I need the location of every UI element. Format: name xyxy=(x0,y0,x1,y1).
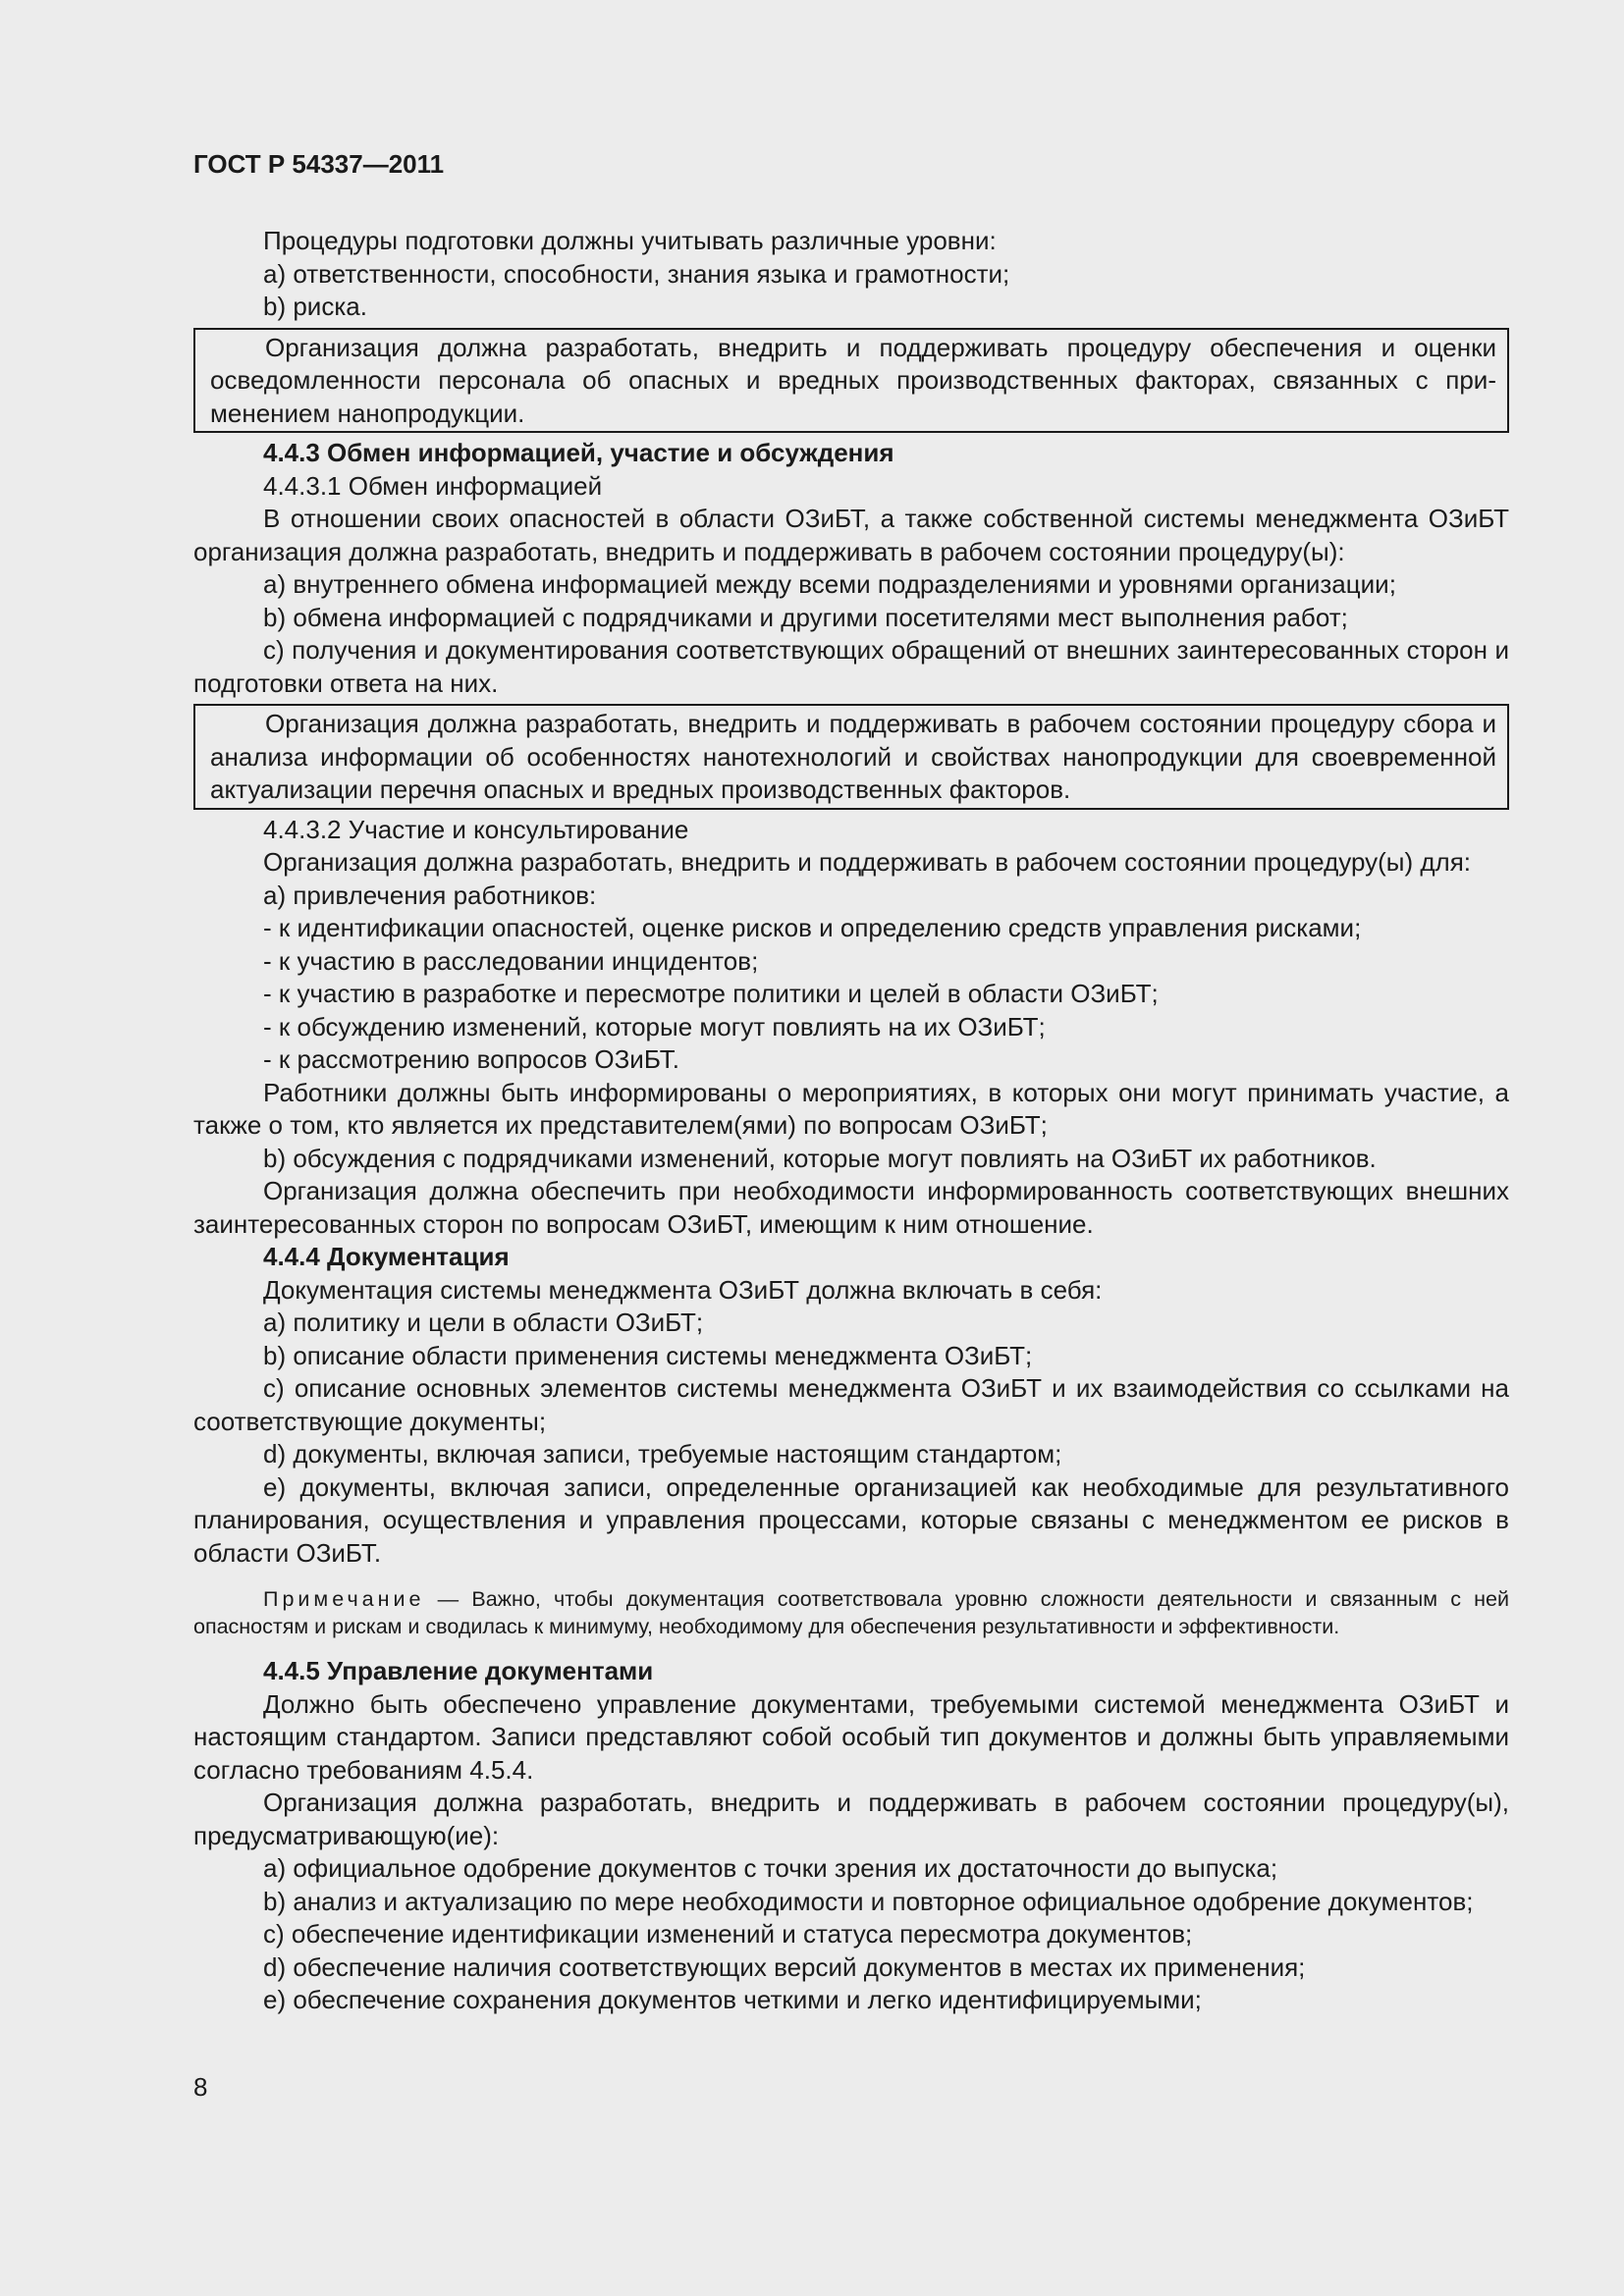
note-label: Примечание xyxy=(263,1587,425,1611)
note xyxy=(193,1586,1509,1640)
paragraph: Организация должна разработать, внедрить и поддерживать в рабочем состоянии процедуру(ы) для: xyxy=(263,847,1472,877)
paragraph: a) политику и цели в области ОЗиБТ; xyxy=(263,1308,704,1337)
paragraph: - к рассмотрению вопросов ОЗиБТ. xyxy=(263,1044,679,1074)
section-heading: 4.4.4 Документация xyxy=(263,1242,510,1271)
paragraph: c) описание основных элементов системы менеджмента ОЗиБТ и их взаимодействия со ссылками на соответствующие документы; xyxy=(193,1373,1509,1436)
paragraph: Процедуры подготовки должны учитывать различные уровни: xyxy=(263,226,997,255)
paragraph: Документация системы менеджмента ОЗиБТ должна включать в себя: xyxy=(263,1274,1103,1305)
paragraph: b) обмена информацией с подрядчиками и другими посетителями мест выполнения работ; xyxy=(263,602,1348,632)
paragraph: 4.4.3.2 Участие и консультирование xyxy=(263,814,689,844)
paragraph: a) привлечения работников: xyxy=(263,880,597,910)
paragraph: Работники должны быть информированы о мероприятиях, в которых они могут принимать участие, а также о том, кто является их представителем(ями) по вопросам ОЗиБТ; xyxy=(193,1077,1509,1140)
paragraph: c) обеспечение идентификации изменений и статуса пересмотра документов; xyxy=(263,1919,1193,1949)
page-number: 8 xyxy=(193,2072,208,2102)
boxed-requirement xyxy=(193,328,1509,434)
paragraph: - к идентификации опасностей, оценке рисков и определению средств управления рисками; xyxy=(263,913,1362,942)
paragraph: d) документы, включая записи, требуемые настоящим стандартом; xyxy=(263,1439,1062,1468)
paragraph: a) внутреннего обмена информацией между всеми подразделениями и уровнями организации; xyxy=(263,569,1396,599)
paragraph: - к участию в разработке и пересмотре политики и целей в области ОЗиБТ; xyxy=(263,979,1159,1008)
paragraph: Организация должна разработать, внедрить и поддерживать в рабочем состоянии процедуру(ы), предусматривающую(ие): xyxy=(193,1788,1509,1850)
paragraph: b) анализ и актуализацию по мере необходимости и повторное официальное одобрение документов; xyxy=(263,1886,1474,1916)
boxed-requirement xyxy=(193,704,1509,810)
paragraph: b) описание области применения системы менеджмента ОЗиБТ; xyxy=(263,1340,1033,1370)
paragraph: Должно быть обеспечено управление документами, требуемыми системой менеджмента ОЗиБТ и настоящим стандартом. Записи представляют собой особый тип документов и должны быть управляемыми согласно требованиям 4.5.4. xyxy=(193,1688,1509,1785)
section-heading: 4.4.5 Управление документами xyxy=(263,1656,654,1685)
document-body xyxy=(193,225,1509,2017)
paragraph: b) обсуждения с подрядчиками изменений, которые могут повлиять на ОЗиБТ их работников. xyxy=(263,1143,1377,1173)
paragraph: - к участию в расследовании инцидентов; xyxy=(263,945,759,976)
note-text: — Важно, чтобы документация соответствовала уровню сложности деятельности и связанным с ней опасностям и рискам и сводилась к минимуму, необходимому для обеспечения результативности и эффективности. xyxy=(193,1587,1509,1638)
paragraph: d) обеспечение наличия соответствующих версий документов в местах их применения; xyxy=(263,1951,1306,1982)
paragraph: - к обсуждению изменений, которые могут повлиять на их ОЗиБТ; xyxy=(263,1011,1046,1041)
paragraph: e) документы, включая записи, определенные организацией как необходимые для результативного планирования, осуществления и управления процессами, которые связаны с менеджментом ее рисков в области ОЗиБТ. xyxy=(193,1471,1509,1568)
paragraph: 4.4.3.1 Обмен информацией xyxy=(263,470,603,501)
paragraph: a) официальное одобрение документов с точки зрения их достаточности до выпуска; xyxy=(263,1853,1278,1883)
paragraph: c) получения и документирования соответствующих обращений от внешних заинтересованных сторон и подготовки ответа на них. xyxy=(193,635,1509,698)
boxed-paragraph: Организация должна разработать, внедрить и поддерживать процедуру обеспечения и оценки осведомленности персонала об опасных и вредных производственных факторах, связанных с применением нанопродукции. xyxy=(210,332,1496,428)
paragraph: Организация должна обеспечить при необходимости информированность соответствующих внешних заинтересованных сторон по вопросам ОЗиБТ, имеющим к ним отношение. xyxy=(193,1176,1509,1239)
page-header-doc-code: ГОСТ Р 54337—2011 xyxy=(193,149,445,179)
section-heading: 4.4.3 Обмен информацией, участие и обсуждения xyxy=(263,438,894,467)
paragraph: В отношении своих опасностей в области ОЗиБТ, а также собственной системы менеджмента ОЗиБТ организация должна разработать, внедрить и поддерживать в рабочем состоянии процедуру(ы): xyxy=(193,504,1509,566)
boxed-paragraph: Организация должна разработать, внедрить и поддерживать в рабочем состоянии процедуру сбора и анализа информации об особенностях нанотехнологий и свойствах нанопродукции для своевременной актуализации перечня опасных и вредных производственных факторов. xyxy=(210,709,1496,804)
paragraph: e) обеспечение сохранения документов четкими и легко идентифицируемыми; xyxy=(263,1985,1202,2014)
paragraph: b) риска. xyxy=(263,292,367,321)
paragraph: a) ответственности, способности, знания языка и грамотности; xyxy=(263,258,1010,289)
